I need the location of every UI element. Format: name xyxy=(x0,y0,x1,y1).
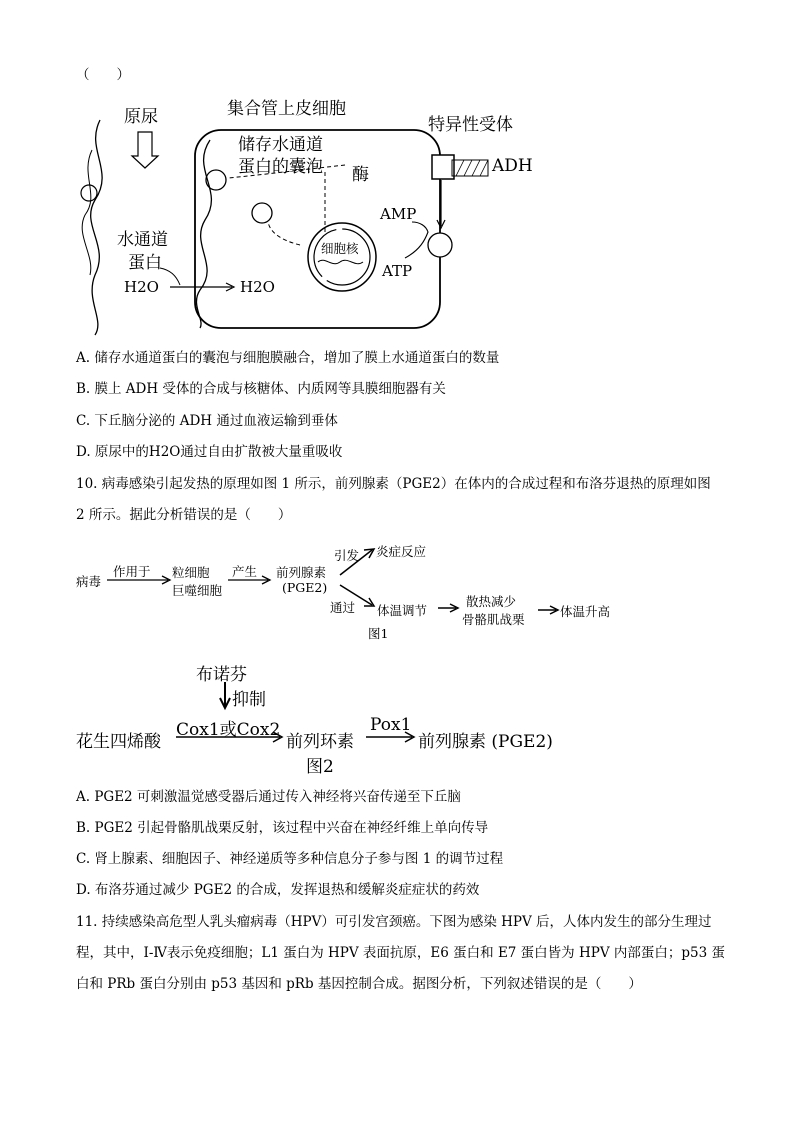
storage-vesicle-icon xyxy=(252,203,272,223)
fig2-inhibit: 抑制 xyxy=(232,690,266,710)
aquaporin-vesicle-icon xyxy=(81,185,97,201)
q9-option-b: B. 膜上 ADH 受体的合成与核糖体、内质网等具膜细胞器有关 xyxy=(76,381,446,397)
vesicle-label-2: 蛋白的囊泡 xyxy=(238,157,323,177)
fig1-pge-1: 前列腺素 xyxy=(276,565,327,580)
q10-option-d: D. 布洛芬通过减少 PGE2 的合成，发挥退热和缓解炎症症状的药效 xyxy=(76,882,480,898)
q11-line1: 11. 持续感染高危型人乳头瘤病毒（HPV）可引发宫颈癌。下图为感染 HPV 后，人体内发生的部分生理过 xyxy=(76,914,712,930)
q10-stem-line1: 10. 病毒感染引起发热的原理如图 1 所示，前列腺素（PGE2）在体内的合成过程和布洛芬退热的原理如图 xyxy=(76,476,711,492)
synthesis-dashed-arrow xyxy=(268,222,300,245)
fig1-effect-1: 散热减少 xyxy=(466,594,517,609)
fig1-cells-2: 巨噬细胞 xyxy=(172,583,223,598)
adh-label: ADH xyxy=(492,156,533,176)
water-right-label: H2O xyxy=(240,278,275,296)
q9-option-d: D. 原尿中的H2O通过自由扩散被大量重吸收 xyxy=(76,444,343,460)
tubule-membrane-outer xyxy=(91,120,102,335)
q10-option-b: B. PGE2 引起骨骼肌战栗反射，该过程中兴奋在神经纤维上单向传导 xyxy=(76,820,489,836)
q11-line3: 白和 PRb 蛋白分别由 p53 基因和 pRb 基因控制合成。据图分析，下列叙述错误的是（ ） xyxy=(76,976,642,992)
fig1-acts-on: 作用于 xyxy=(113,564,151,579)
fig1-pge-2: (PGE2) xyxy=(282,580,328,595)
fig2-drug: 布诺芬 xyxy=(196,665,247,685)
fig1-result: 体温升高 xyxy=(560,604,611,619)
q9-option-a: A. 储存水通道蛋白的囊泡与细胞膜融合，增加了膜上水通道蛋白的数量 xyxy=(76,350,500,366)
fig1-virus: 病毒 xyxy=(76,574,102,589)
q9-option-c: C. 下丘脑分泌的 ADH 通过血液运输到垂体 xyxy=(76,413,338,429)
fig1-inflammation: 炎症反应 xyxy=(376,544,427,559)
q10-stem-line2: 2 所示。据此分析错误的是（ ） xyxy=(76,507,292,523)
amp-label: AMP xyxy=(380,205,417,223)
nucleus-icon xyxy=(308,223,376,291)
receptor-label: 特异性受体 xyxy=(428,115,513,135)
urine-flow-arrow-icon xyxy=(132,132,158,168)
q10-option-a: A. PGE2 可刺激温觉感受器后通过传入神经将兴奋传递至下丘脑 xyxy=(76,789,461,805)
atp-label: ATP xyxy=(382,262,413,280)
receptor-icon xyxy=(432,155,454,179)
q11-line2: 程，其中，I-Ⅳ表示免疫细胞；L1 蛋白为 HPV 表面抗原，E6 蛋白和 E7 蛋白皆为 HPV 内部蛋白；p53 蛋 xyxy=(76,945,725,961)
aquaporin-label-2: 蛋白 xyxy=(128,253,162,273)
fig1-thermo: 体温调节 xyxy=(377,603,428,618)
fig2-caption: 图2 xyxy=(306,757,334,777)
nucleus-label: 细胞核 xyxy=(321,241,359,256)
aquaporin-label-1: 水通道 xyxy=(117,230,168,250)
fig2-enzyme2: Pox1 xyxy=(370,715,412,735)
vesicle-label-1: 储存水通道 xyxy=(238,135,323,155)
storage-vesicle-icon xyxy=(206,170,226,190)
cell-title: 集合管上皮细胞 xyxy=(227,99,346,119)
fig1-produce: 产生 xyxy=(232,564,258,579)
fig1-caption: 图1 xyxy=(368,626,389,641)
fig2-intermediate: 前列环素 xyxy=(286,732,354,752)
fig2-enzyme1: Cox1或Cox2 xyxy=(176,720,281,740)
gprotein-icon xyxy=(428,233,452,257)
fig1-cells-1: 粒细胞 xyxy=(172,565,210,580)
enzyme-label: 酶 xyxy=(352,165,369,185)
fig1-via: 通过 xyxy=(330,600,356,615)
answer-parenthesis: （ ） xyxy=(76,67,130,83)
fig1-trigger: 引发 xyxy=(334,548,360,563)
q10-option-c: C. 肾上腺素、细胞因子、神经递质等多种信息分子参与图 1 的调节过程 xyxy=(76,851,504,867)
fig2-product: 前列腺素 (PGE2) xyxy=(418,732,553,752)
apical-membrane xyxy=(196,140,211,328)
dna-icon xyxy=(318,260,363,263)
fig1-effect-2: 骨骼肌战栗 xyxy=(462,612,525,627)
fig2-substrate: 花生四烯酸 xyxy=(76,732,161,752)
urine-label: 原尿 xyxy=(124,107,158,127)
water-left-label: H2O xyxy=(124,278,159,296)
